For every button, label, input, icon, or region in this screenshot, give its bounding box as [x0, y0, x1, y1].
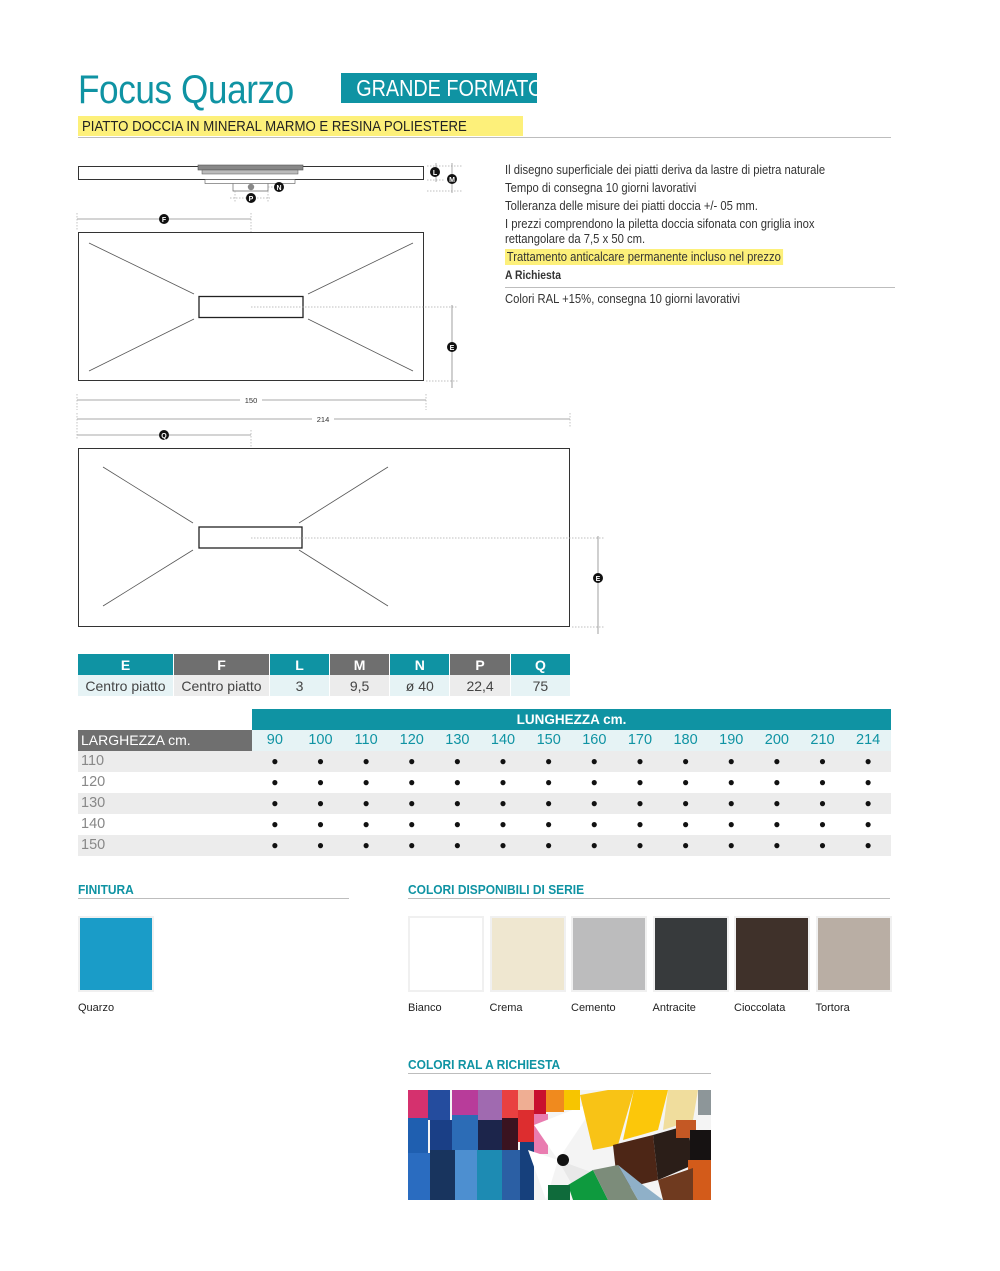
availability-dot: ● — [864, 817, 872, 831]
length-col-header: 120 — [399, 732, 424, 748]
dim-header-M: M — [330, 654, 390, 675]
color-swatch[interactable] — [408, 916, 484, 992]
color-label: Tortora — [815, 1002, 850, 1014]
availability-dot: ● — [773, 775, 781, 789]
marker-E-plan-214 — [593, 573, 603, 583]
color-option-antracite[interactable] — [653, 916, 729, 1014]
marker-L — [430, 167, 440, 177]
svg-text:Q: Q — [161, 433, 167, 440]
ral-color-fan-image — [408, 1090, 711, 1200]
availability-dot: ● — [636, 754, 644, 768]
length-col-header: 100 — [308, 732, 333, 748]
dim-214-label: 214 — [316, 415, 330, 424]
width-value: 120 — [81, 774, 106, 790]
availability-dot: ● — [453, 817, 461, 831]
availability-dot: ● — [545, 775, 553, 789]
dim-header-F: F — [173, 654, 269, 675]
dim-value-P: 22,4 — [450, 675, 510, 696]
color-option-crema[interactable] — [490, 916, 566, 1014]
availability-dot: ● — [727, 775, 735, 789]
ral-fan-illustration — [408, 1090, 711, 1200]
length-col-header: 170 — [627, 732, 653, 748]
availability-dot: ● — [271, 838, 279, 852]
finish-title-text: FINITURA — [78, 882, 134, 897]
dimensions-header-row — [78, 654, 571, 675]
color-label: Antracite — [652, 1002, 696, 1014]
length-col-header: 180 — [673, 732, 698, 748]
width-value: 150 — [81, 837, 106, 853]
length-col-header: 210 — [810, 732, 835, 748]
availability-dot: ● — [499, 817, 507, 831]
color-swatch[interactable] — [571, 916, 647, 992]
color-label: Crema — [489, 1002, 523, 1014]
length-col-header: 90 — [266, 732, 283, 748]
marker-P — [246, 193, 256, 203]
availability-dot: ● — [453, 838, 461, 852]
format-badge-label: GRANDE FORMATO — [356, 75, 544, 101]
availability-dot: ● — [545, 817, 553, 831]
availability-dot: ● — [316, 754, 325, 768]
length-col-header: 214 — [856, 732, 881, 748]
dim-header-L: L — [269, 654, 329, 675]
color-option-tortora[interactable] — [816, 916, 892, 1014]
color-swatch[interactable] — [734, 916, 810, 992]
page-title: Focus Quarzo — [78, 68, 294, 112]
length-col-header: 200 — [764, 732, 789, 748]
ral-divider — [408, 1073, 711, 1074]
availability-dot: ● — [271, 775, 279, 789]
availability-dot: ● — [453, 775, 461, 789]
color-option-bianco[interactable] — [408, 916, 484, 1014]
length-col-header: 110 — [354, 732, 378, 748]
availability-dot: ● — [453, 796, 461, 810]
colors-divider — [408, 898, 890, 899]
availability-dot: ● — [316, 775, 325, 789]
availability-dot: ● — [818, 775, 827, 789]
availability-dot: ● — [773, 817, 781, 831]
availability-dot: ● — [453, 754, 461, 768]
dim-header-P: P — [450, 654, 510, 675]
finish-divider — [78, 898, 349, 899]
length-header: LUNGHEZZA cm. — [252, 709, 891, 730]
availability-dot: ● — [362, 775, 370, 789]
info-line: Tolleranza delle misure dei piatti doccia +/- 05 mm. — [505, 199, 758, 213]
availability-dot: ● — [773, 754, 781, 768]
colors-title-text: COLORI DISPONIBILI DI SERIE — [408, 882, 585, 897]
availability-dot: ● — [499, 775, 507, 789]
availability-dot: ● — [590, 817, 598, 831]
availability-dot: ● — [727, 796, 735, 810]
availability-dot: ● — [545, 838, 553, 852]
availability-dot: ● — [864, 754, 872, 768]
availability-dot: ● — [408, 754, 416, 768]
svg-text:L: L — [432, 170, 438, 177]
color-label: Bianco — [408, 1002, 442, 1014]
plan-214 — [77, 413, 605, 634]
product-subtitle-text: PIATTO DOCCIA IN MINERAL MARMO E RESINA POLIESTERE — [82, 118, 467, 135]
availability-dot: ● — [499, 796, 507, 810]
availability-dot: ● — [499, 754, 507, 768]
availability-dot: ● — [681, 775, 690, 789]
dim-value-N: ø 40 — [390, 675, 450, 696]
availability-dot: ● — [818, 796, 827, 810]
dimensions-value-row — [78, 675, 571, 696]
length-col-header: 160 — [582, 732, 607, 748]
color-option-cemento[interactable] — [571, 916, 647, 1014]
availability-dot: ● — [590, 838, 598, 852]
length-col-header: 140 — [490, 732, 516, 748]
size-matrix-row — [78, 751, 891, 772]
info-line: I prezzi comprendono la piletta doccia sifonata con griglia inox rettangolare da 7,5 x 50 cm. — [505, 217, 815, 246]
side-profile — [79, 163, 463, 203]
info-line: Tempo di consegna 10 giorni lavorativi — [505, 181, 697, 195]
color-label: Cioccolata — [734, 1002, 786, 1014]
availability-dot: ● — [362, 754, 370, 768]
color-label: Cemento — [571, 1002, 616, 1014]
on-request-title: A Richiesta — [505, 270, 561, 282]
availability-dot: ● — [681, 754, 690, 768]
availability-dot: ● — [727, 754, 735, 768]
availability-dot: ● — [362, 817, 370, 831]
availability-dot: ● — [408, 838, 416, 852]
svg-text:P: P — [248, 196, 254, 203]
length-col-header: 150 — [536, 732, 561, 748]
marker-M — [447, 174, 457, 184]
availability-dot: ● — [636, 775, 644, 789]
availability-dot: ● — [636, 796, 644, 810]
availability-dot: ● — [590, 754, 598, 768]
quarzo-swatch[interactable] — [78, 916, 154, 992]
marker-N — [274, 182, 284, 192]
svg-text:M: M — [449, 177, 455, 184]
marker-E-plan-150 — [447, 342, 457, 352]
availability-dot: ● — [636, 838, 644, 852]
svg-text:F: F — [161, 217, 167, 224]
info-line: Il disegno superficiale dei piatti deriva da lastre di pietra naturale — [505, 163, 826, 177]
length-col-header: 130 — [445, 732, 470, 748]
availability-dot: ● — [818, 838, 827, 852]
availability-dot: ● — [408, 796, 416, 810]
svg-text:E: E — [449, 345, 455, 352]
width-value: 110 — [81, 753, 105, 769]
color-swatch[interactable] — [816, 916, 892, 992]
dim-header-Q: Q — [510, 654, 570, 675]
width-header: LARGHEZZA cm. — [78, 730, 252, 751]
color-option-cioccolata[interactable] — [734, 916, 810, 1014]
length-col-header: 190 — [719, 732, 744, 748]
availability-dot: ● — [818, 817, 827, 831]
length-columns — [252, 730, 891, 751]
on-request-text: Colori RAL +15%, consegna 10 giorni lavorativi — [505, 292, 741, 306]
availability-dot: ● — [727, 817, 735, 831]
svg-text:E: E — [595, 576, 601, 583]
colors-title — [408, 882, 599, 897]
availability-dot: ● — [316, 796, 325, 810]
svg-text:N: N — [276, 185, 282, 192]
availability-dot: ● — [773, 838, 781, 852]
availability-dot: ● — [864, 838, 872, 852]
availability-dot: ● — [545, 796, 553, 810]
anticalcare-highlight: Trattamento anticalcare permanente incluso nel prezzo — [506, 250, 781, 264]
availability-dot: ● — [864, 775, 872, 789]
availability-dot: ● — [271, 796, 279, 810]
availability-dot: ● — [408, 817, 416, 831]
width-value: 130 — [81, 795, 106, 811]
availability-dot: ● — [316, 838, 325, 852]
size-matrix-row — [78, 814, 891, 835]
marker-Q — [159, 430, 169, 440]
finish-item-quarzo[interactable] — [78, 916, 154, 1014]
availability-dot: ● — [864, 796, 872, 810]
availability-dot: ● — [681, 817, 690, 831]
finish-title — [78, 882, 139, 897]
availability-dot: ● — [271, 754, 279, 768]
availability-dot: ● — [362, 796, 370, 810]
dim-header-E: E — [78, 654, 173, 675]
dim-header-N: N — [390, 654, 450, 675]
dim-value-Q: 75 — [510, 675, 570, 696]
availability-dot: ● — [408, 775, 416, 789]
dim-value-E: Centro piatto — [78, 675, 173, 696]
availability-dot: ● — [818, 754, 827, 768]
dim-value-M: 9,5 — [330, 675, 390, 696]
color-swatch[interactable] — [653, 916, 729, 992]
availability-dot: ● — [681, 838, 690, 852]
dim-150-label: 150 — [244, 396, 258, 405]
availability-dot: ● — [590, 796, 598, 810]
availability-dot: ● — [636, 817, 644, 831]
color-swatch[interactable] — [490, 916, 566, 992]
plan-150 — [77, 213, 458, 410]
finish-label: Quarzo — [78, 1002, 115, 1014]
marker-F — [159, 214, 169, 224]
size-matrix-row — [78, 793, 891, 814]
dim-value-F: Centro piatto — [173, 675, 269, 696]
availability-dot: ● — [316, 817, 325, 831]
availability-dot: ● — [773, 796, 781, 810]
dim-value-L: 3 — [269, 675, 329, 696]
ral-title-text: COLORI RAL A RICHIESTA — [408, 1057, 561, 1072]
availability-dot: ● — [590, 775, 598, 789]
ral-title — [408, 1057, 573, 1072]
dimensions-table — [78, 654, 571, 696]
availability-dot: ● — [681, 796, 690, 810]
size-matrix-row — [78, 772, 891, 793]
availability-dot: ● — [271, 817, 279, 831]
availability-dot: ● — [727, 838, 735, 852]
availability-dot: ● — [362, 838, 370, 852]
availability-dot: ● — [545, 754, 553, 768]
width-value: 140 — [81, 816, 106, 832]
size-matrix-row — [78, 835, 891, 856]
availability-dot: ● — [499, 838, 507, 852]
